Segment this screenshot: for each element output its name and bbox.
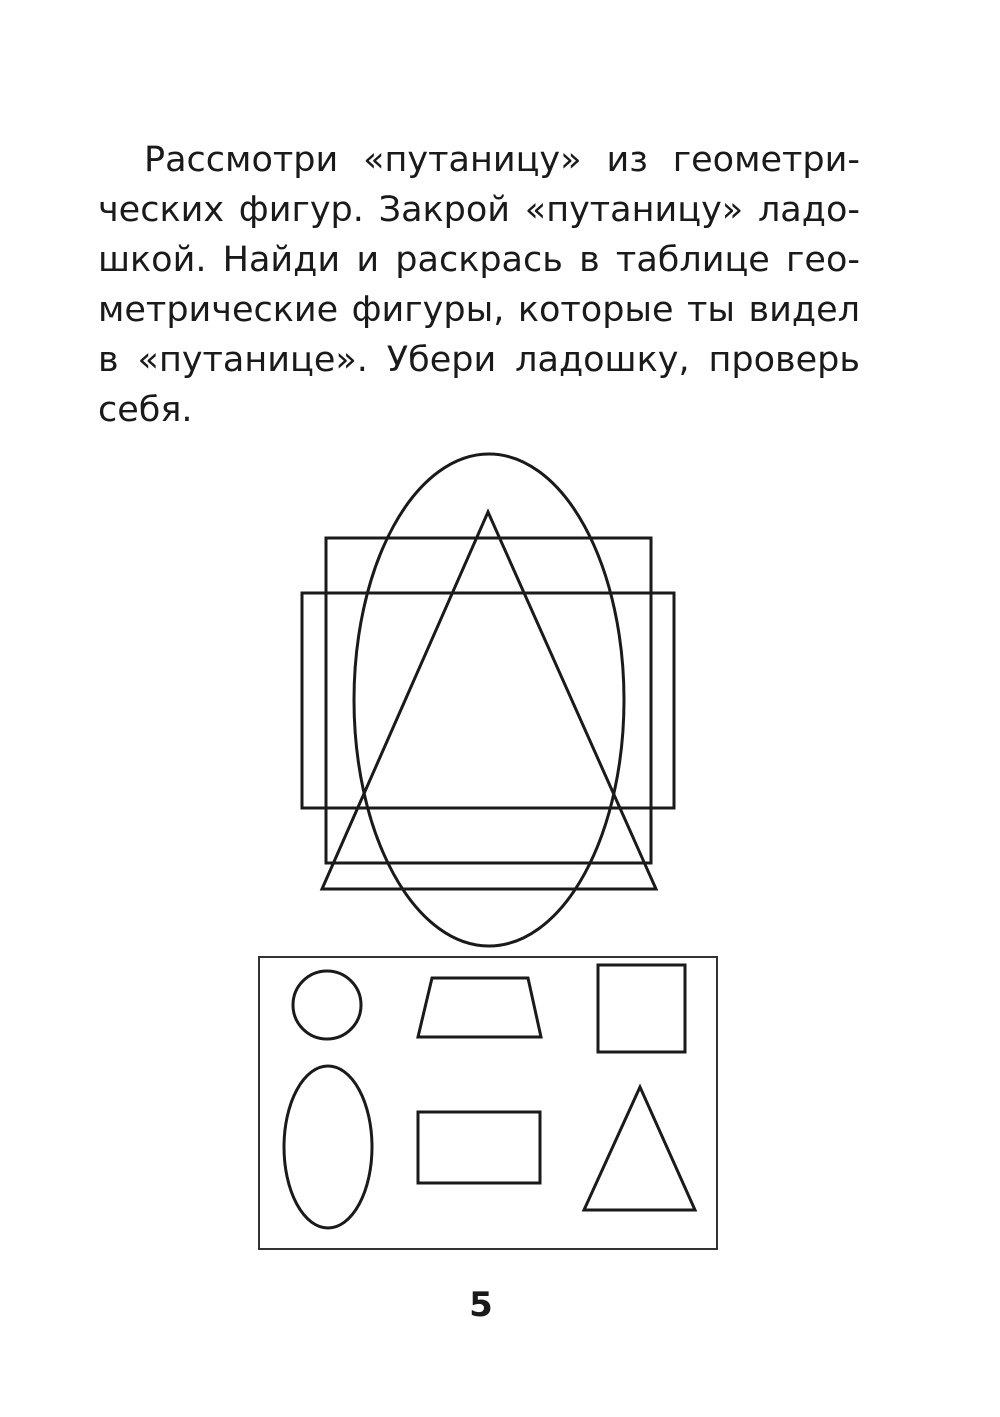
- circle-icon[interactable]: [293, 971, 361, 1039]
- instruction-line-5: в «путанице». Убери ладошку, проверь: [98, 340, 860, 380]
- instruction-line-3: шкой. Найди и раскрась в таблице гео-: [98, 240, 860, 280]
- rectangle-icon[interactable]: [418, 1112, 540, 1183]
- instruction-line-2: ческих фигур. Закрой «путаницу» ладо-: [98, 190, 860, 230]
- ellipse-icon[interactable]: [284, 1066, 372, 1228]
- triangle-icon[interactable]: [584, 1087, 695, 1210]
- page-number: 5: [469, 1285, 493, 1325]
- instruction-line-1: Рассмотри «путаницу» из геометри-: [144, 140, 860, 180]
- square-icon[interactable]: [598, 965, 685, 1052]
- trapezoid-icon[interactable]: [418, 978, 541, 1037]
- instruction-line-6: себя.: [98, 390, 193, 430]
- instruction-line-4: метрические фигуры, которые ты видел: [98, 290, 860, 330]
